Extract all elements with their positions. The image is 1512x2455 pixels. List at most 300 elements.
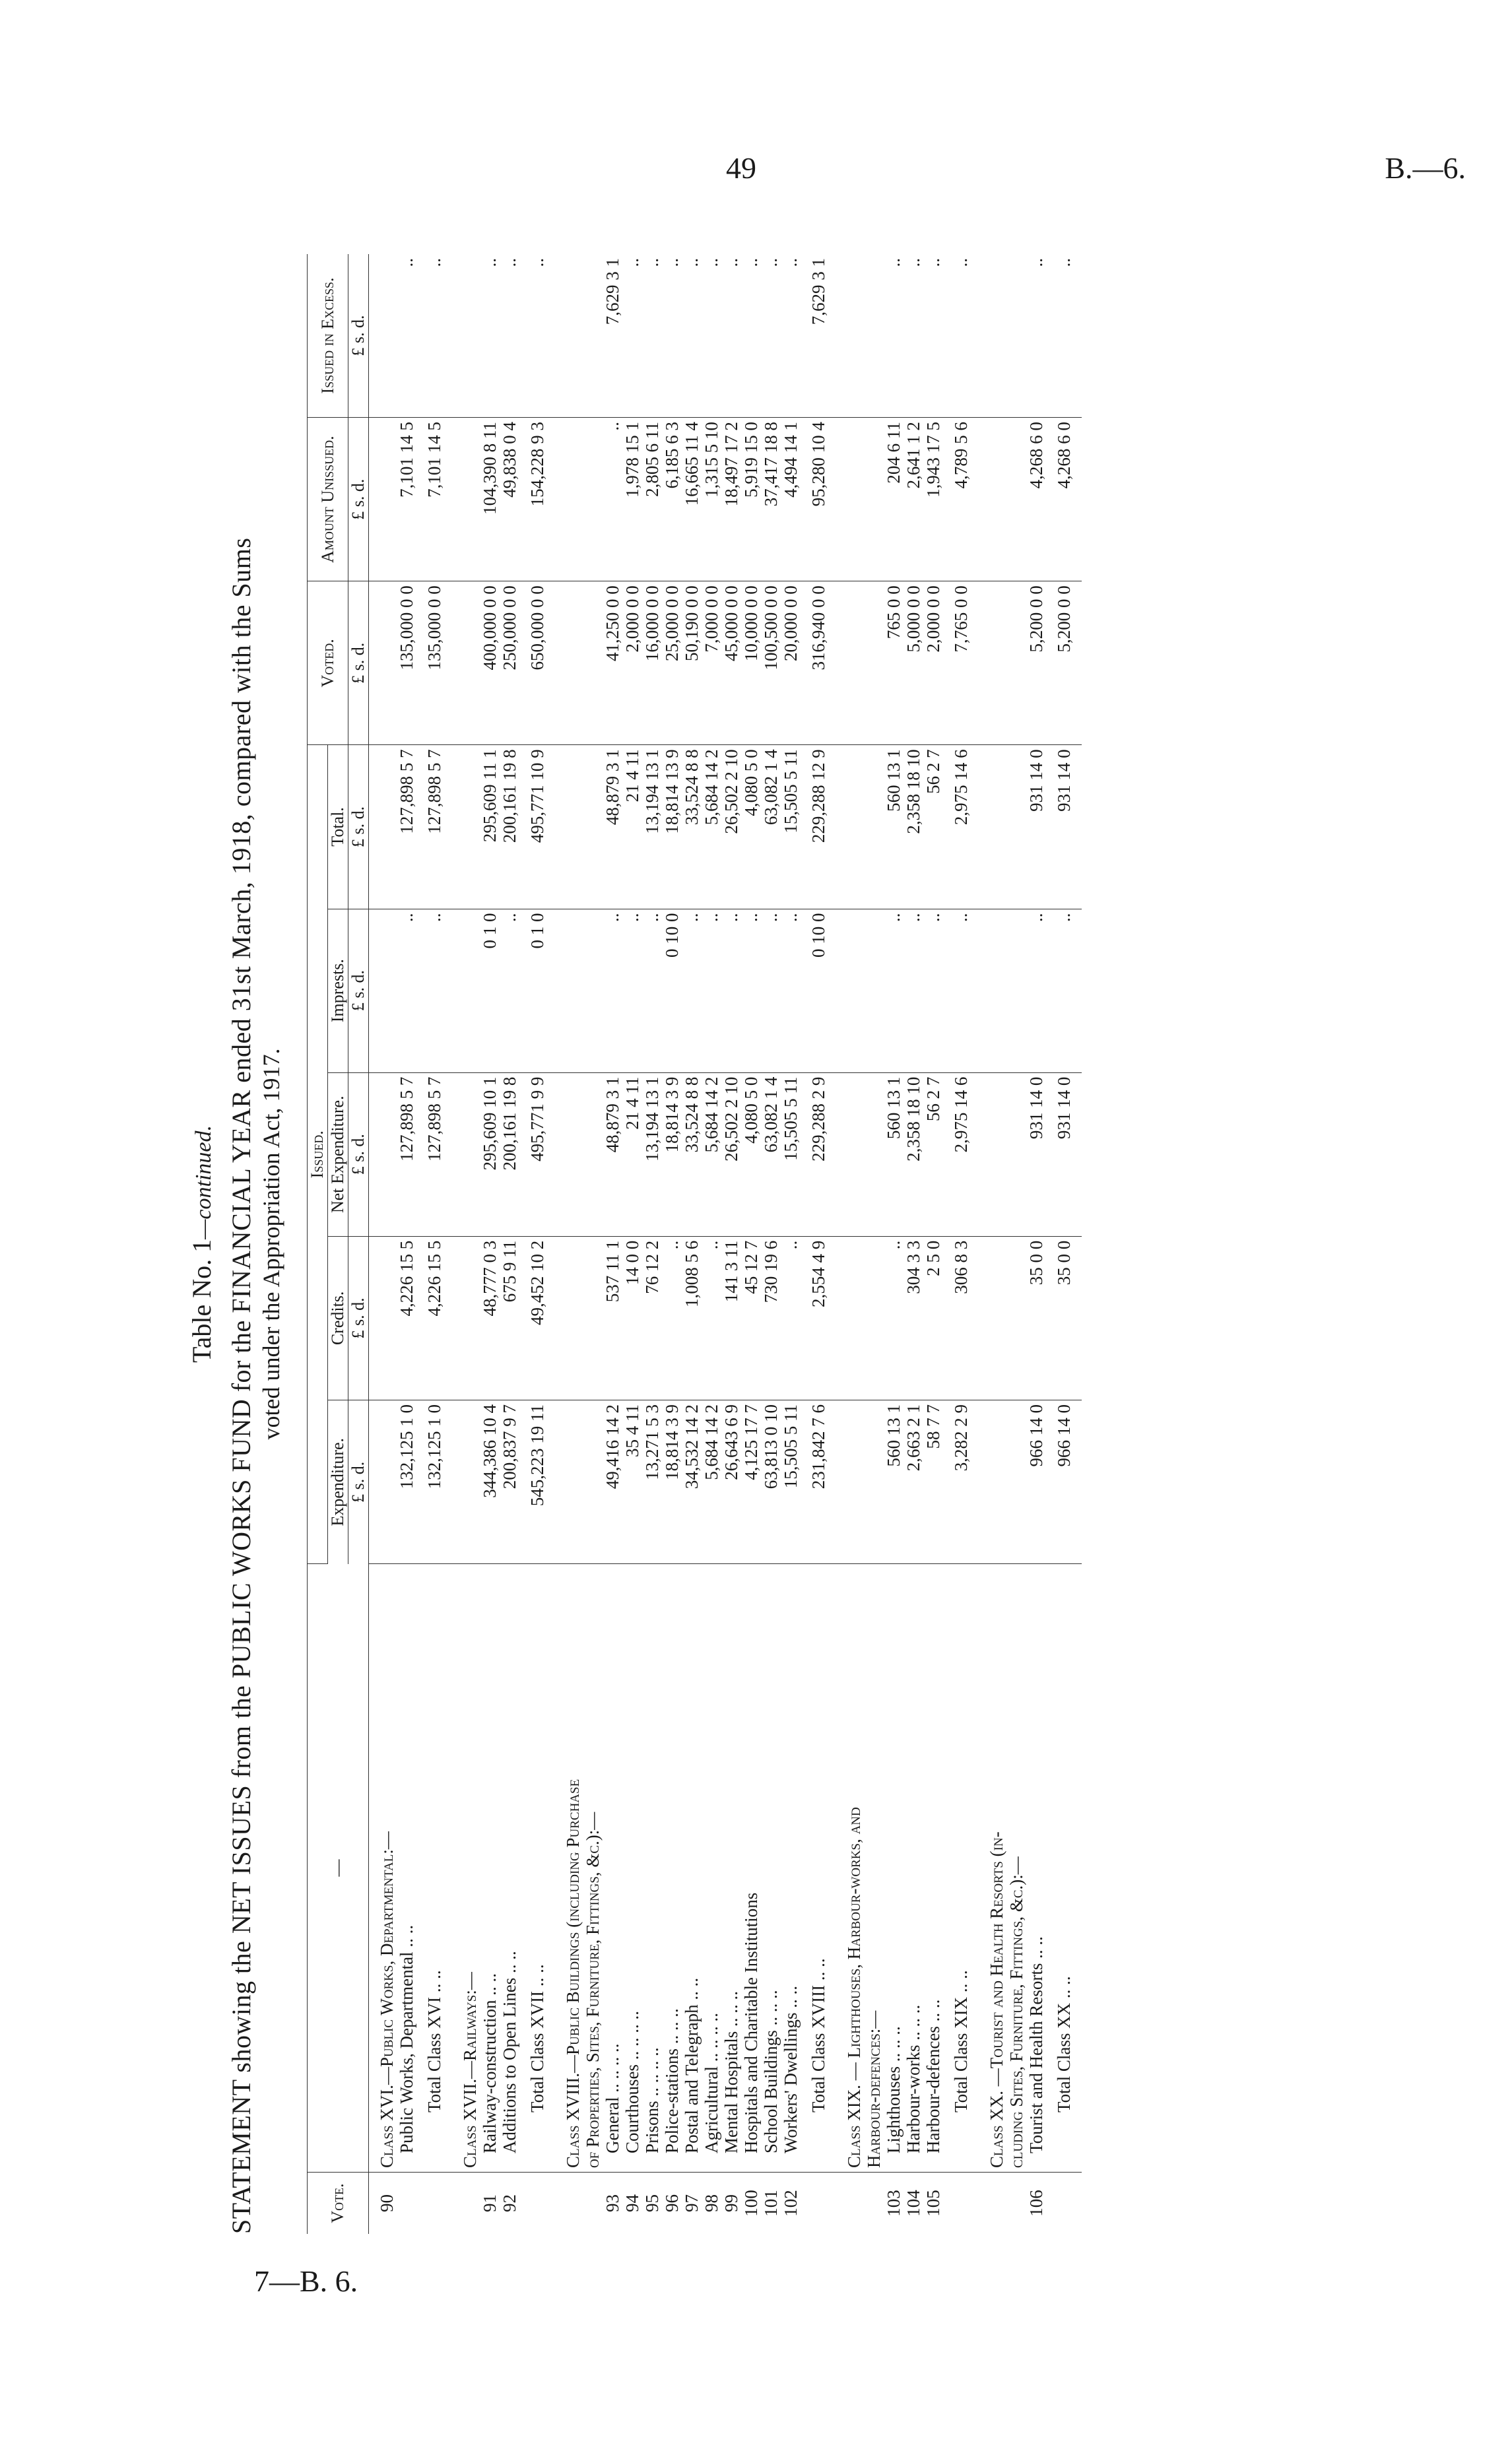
cell-cred (583, 1236, 603, 1400)
page-reference: B.—6. (1385, 151, 1466, 185)
table-row (702, 254, 721, 2234)
cell-exc: .. (480, 254, 500, 418)
table-number (186, 254, 217, 2234)
cell-tot: 56 2 7 (923, 745, 943, 909)
cell-unis: 49,838 0 4 (500, 418, 519, 581)
cell-unis: 4,789 5 6 (943, 418, 979, 581)
row-description: Workers' Dwellings .. .. (781, 1564, 801, 2173)
cell-net (369, 1072, 397, 1236)
cell-imp: .. (741, 909, 761, 1072)
row-description: Class XVII.—Railways:— (452, 1564, 480, 2173)
cell-exc (1006, 254, 1026, 418)
vote-number (583, 2172, 603, 2234)
cell-exc (836, 254, 864, 418)
cell-voted: 5,200 0 0 (1026, 581, 1046, 745)
table-row (904, 254, 923, 2234)
cell-voted (836, 581, 864, 745)
vote-number: 105 (923, 2190, 943, 2217)
cell-exp: 5,684 14 2 (702, 1400, 721, 1563)
cell-imp: .. (923, 909, 943, 1072)
table-row (622, 254, 642, 2234)
cell-exp: 132,125 1 0 (397, 1400, 416, 1563)
row-description: Agricultural .. .. .. .. (702, 1564, 721, 2173)
cell-net: 200,161 19 8 (500, 1072, 519, 1236)
cell-tot: 200,161 19 8 (500, 745, 519, 909)
cell-exc (452, 254, 480, 418)
cell-tot (369, 745, 397, 909)
cell-net: 15,505 5 11 (781, 1072, 801, 1236)
cell-exp: 15,505 5 11 (781, 1400, 801, 1563)
total-row (943, 254, 979, 2234)
cell-voted (369, 581, 397, 745)
cell-exc: .. (682, 254, 702, 418)
cell-imp: .. (761, 909, 781, 1072)
table-row (397, 254, 416, 2234)
cell-exp (583, 1400, 603, 1563)
cell-unis: 1,978 15 1 (622, 418, 642, 581)
cell-imp: .. (1046, 909, 1082, 1072)
row-description: School Buildings .. .. .. (761, 1564, 781, 2173)
cell-cred: 306 8 3 (943, 1236, 979, 1400)
table-row (642, 254, 662, 2234)
cell-exp: 13,271 5 3 (642, 1400, 662, 1563)
row-description: Prisons .. .. .. .. (642, 1564, 662, 2173)
cell-cred (369, 1236, 397, 1400)
vote-number (416, 2172, 452, 2234)
cell-exc: .. (721, 254, 741, 418)
cell-unis: 1,943 17 5 (923, 418, 943, 581)
cell-voted: 135,000 0 0 (416, 581, 452, 745)
cell-net (452, 1072, 480, 1236)
cell-unis (583, 418, 603, 581)
table-row (480, 254, 500, 2234)
table-row (721, 254, 741, 2234)
cell-unis (369, 418, 397, 581)
units: £ s. d. (348, 1072, 369, 1236)
cell-cred: 35 0 0 (1046, 1236, 1082, 1400)
cell-unis (864, 418, 884, 581)
units: £ s. d. (348, 909, 369, 1072)
cell-exc: .. (761, 254, 781, 418)
cell-exc: .. (416, 254, 452, 418)
cell-voted: 41,250 0 0 (603, 581, 622, 745)
row-description: Harbour-works .. .. .. (904, 1564, 923, 2173)
class-heading-row (979, 254, 1006, 2234)
cell-tot: 127,898 5 7 (416, 745, 452, 909)
col-issued-in-excess: Issued in Excess. (308, 254, 348, 418)
row-description: of Properties, Sites, Furniture, Fittings, &c.):— (583, 1564, 603, 2173)
cell-tot (452, 745, 480, 909)
total-row (519, 254, 555, 2234)
class-heading-row (555, 254, 583, 2234)
units: £ s. d. (348, 745, 369, 909)
cell-voted: 250,000 0 0 (500, 581, 519, 745)
cell-cred: .. (781, 1236, 801, 1400)
cell-exc: .. (923, 254, 943, 418)
vote-number (979, 2172, 1006, 2234)
col-description: — (308, 1564, 369, 2173)
cell-voted: 50,190 0 0 (682, 581, 702, 745)
cell-cred: .. (662, 1236, 682, 1400)
cell-net: 2,975 14 6 (943, 1072, 979, 1236)
cell-exc: .. (943, 254, 979, 418)
cell-cred: 48,777 0 3 (480, 1236, 500, 1400)
row-description: Class XX. —Tourist and Health Resorts (in- (979, 1564, 1006, 2173)
cell-exp: 560 13 1 (884, 1400, 904, 1563)
cell-net: 229,288 2 9 (801, 1072, 836, 1236)
row-description: Total Class XIX .. .. (943, 1564, 979, 2173)
vote-number: 97 (682, 2194, 702, 2212)
cell-exp: 545,223 19 11 (519, 1400, 555, 1563)
cell-exc: .. (741, 254, 761, 418)
row-description: Lighthouses .. .. .. (884, 1564, 904, 2173)
cell-imp: .. (904, 909, 923, 1072)
class-heading-row (452, 254, 480, 2234)
cell-cred (452, 1236, 480, 1400)
cell-exp (979, 1400, 1006, 1563)
cell-unis: 4,268 6 0 (1026, 418, 1046, 581)
cell-imp (452, 909, 480, 1072)
cell-net: 13,194 13 1 (642, 1072, 662, 1236)
cell-tot: 931 14 0 (1026, 745, 1046, 909)
cell-exp: 3,282 2 9 (943, 1400, 979, 1563)
cell-imp: 0 10 0 (662, 909, 682, 1072)
col-amount-unissued: Amount Unissued. (308, 418, 348, 581)
class-heading-row (864, 254, 884, 2234)
cell-exp: 966 14 0 (1046, 1400, 1082, 1563)
col-total: Total. (328, 745, 348, 909)
cell-cred: 537 11 1 (603, 1236, 622, 1400)
vote-number: 99 (721, 2194, 741, 2212)
class-heading-row (369, 254, 397, 2234)
vote-number: 98 (702, 2194, 721, 2212)
cell-tot: 127,898 5 7 (397, 745, 416, 909)
page-footer: 7—B. 6. (254, 2264, 358, 2298)
row-description: Harbour-defences .. .. (923, 1564, 943, 2173)
cell-exc (555, 254, 583, 418)
cell-imp: .. (397, 909, 416, 1072)
row-description: Tourist and Health Resorts .. .. (1026, 1564, 1046, 2173)
vote-number: 103 (884, 2190, 904, 2217)
cell-voted (864, 581, 884, 745)
cell-voted: 2,000 0 0 (923, 581, 943, 745)
vote-number (801, 2172, 836, 2234)
cell-exp: 200,837 9 7 (500, 1400, 519, 1563)
vote-number: 93 (603, 2194, 622, 2212)
vote-number (452, 2172, 480, 2234)
cell-net (836, 1072, 864, 1236)
cell-cred (1006, 1236, 1026, 1400)
cell-exc (979, 254, 1006, 418)
cell-exp: 4,125 17 7 (741, 1400, 761, 1563)
cell-cred: 49,452 10 2 (519, 1236, 555, 1400)
table-row (1026, 254, 1046, 2234)
cell-cred: 675 9 11 (500, 1236, 519, 1400)
row-description: Mental Hospitals .. .. .. (721, 1564, 741, 2173)
col-issued: Issued. (308, 745, 328, 1564)
cell-exc: .. (781, 254, 801, 418)
cell-tot: 229,288 12 9 (801, 745, 836, 909)
cell-net: 2,358 18 10 (904, 1072, 923, 1236)
col-voted: Voted. (308, 581, 348, 745)
cell-exp (864, 1400, 884, 1563)
cell-exc: .. (1026, 254, 1046, 418)
units: £ s. d. (348, 1400, 369, 1563)
cell-cred (864, 1236, 884, 1400)
cell-imp (864, 909, 884, 1072)
cell-voted: 16,000 0 0 (642, 581, 662, 745)
cell-exc: .. (702, 254, 721, 418)
cell-cred: 4,226 15 5 (416, 1236, 452, 1400)
cell-imp: .. (642, 909, 662, 1072)
row-description: Courthouses .. .. .. .. (622, 1564, 642, 2173)
cell-net: 127,898 5 7 (416, 1072, 452, 1236)
cell-tot (1006, 745, 1026, 909)
vote-number: 92 (500, 2194, 519, 2212)
vote-number (864, 2172, 884, 2234)
cell-voted (452, 581, 480, 745)
cell-tot: 13,194 13 1 (642, 745, 662, 909)
class-heading-row (1006, 254, 1026, 2234)
cell-tot: 21 4 11 (622, 745, 642, 909)
cell-net (979, 1072, 1006, 1236)
cell-exp: 63,813 0 10 (761, 1400, 781, 1563)
cell-tot: 26,502 2 10 (721, 745, 741, 909)
row-description: Railway-construction .. .. (480, 1564, 500, 2173)
cell-tot (836, 745, 864, 909)
cell-net (1006, 1072, 1026, 1236)
cell-voted: 5,200 0 0 (1046, 581, 1082, 745)
cell-imp (836, 909, 864, 1072)
cell-unis: 95,280 10 4 (801, 418, 836, 581)
cell-voted: 765 0 0 (884, 581, 904, 745)
row-description: Public Works, Departmental .. .. (397, 1564, 416, 2173)
cell-net: 33,524 8 8 (682, 1072, 702, 1236)
cell-cred: 304 3 3 (904, 1236, 923, 1400)
cell-tot (555, 745, 583, 909)
cell-unis (555, 418, 583, 581)
cell-tot: 5,684 14 2 (702, 745, 721, 909)
cell-voted: 7,765 0 0 (943, 581, 979, 745)
table-row (741, 254, 761, 2234)
cell-exc: .. (519, 254, 555, 418)
cell-voted: 316,940 0 0 (801, 581, 836, 745)
vote-number: 106 (1026, 2190, 1046, 2217)
cell-tot: 48,879 3 1 (603, 745, 622, 909)
cell-net: 931 14 0 (1026, 1072, 1046, 1236)
table-row (923, 254, 943, 2234)
cell-net: 26,502 2 10 (721, 1072, 741, 1236)
table-row (500, 254, 519, 2234)
cell-imp: .. (884, 909, 904, 1072)
cell-exc: 7,629 3 1 (801, 254, 836, 418)
cell-imp: .. (500, 909, 519, 1072)
cell-exp: 344,386 10 4 (480, 1400, 500, 1563)
cell-exc: .. (397, 254, 416, 418)
cell-unis: 104,390 8 11 (480, 418, 500, 581)
col-expenditure: Expenditure. (328, 1400, 348, 1563)
vote-number: 101 (761, 2190, 781, 2217)
total-row (1046, 254, 1082, 2234)
table-row (662, 254, 682, 2234)
cell-imp: .. (702, 909, 721, 1072)
cell-exp: 132,125 1 0 (416, 1400, 452, 1563)
table-row (761, 254, 781, 2234)
vote-number (519, 2172, 555, 2234)
cell-exp (452, 1400, 480, 1563)
cell-net: 63,082 1 4 (761, 1072, 781, 1236)
units: £ s. d. (348, 418, 369, 581)
cell-voted: 10,000 0 0 (741, 581, 761, 745)
table-number-label: Table No. 1 (187, 1239, 216, 1363)
cell-unis (979, 418, 1006, 581)
row-description: General .. .. .. .. (603, 1564, 622, 2173)
vote-number: 91 (480, 2194, 500, 2212)
cell-unis (1006, 418, 1026, 581)
cell-net: 560 13 1 (884, 1072, 904, 1236)
cell-cred: 141 3 11 (721, 1236, 741, 1400)
cell-cred: 730 19 6 (761, 1236, 781, 1400)
cell-exc (369, 254, 397, 418)
cell-tot: 2,975 14 6 (943, 745, 979, 909)
cell-voted: 5,000 0 0 (904, 581, 923, 745)
cell-exc: 7,629 3 1 (603, 254, 622, 418)
cell-unis: 4,268 6 0 (1046, 418, 1082, 581)
cell-imp: .. (682, 909, 702, 1072)
cell-imp (1006, 909, 1026, 1072)
class-heading-row (583, 254, 603, 2234)
row-description: Police-stations .. .. .. (662, 1564, 682, 2173)
cell-unis: .. (603, 418, 622, 581)
cell-net: 4,080 5 0 (741, 1072, 761, 1236)
cell-imp: .. (416, 909, 452, 1072)
vote-number: 104 (904, 2190, 923, 2217)
row-description: Postal and Telegraph .. .. (682, 1564, 702, 2173)
cell-cred: 45 12 7 (741, 1236, 761, 1400)
cell-tot: 495,771 10 9 (519, 745, 555, 909)
cell-unis: 1,315 5 10 (702, 418, 721, 581)
cell-tot: 560 13 1 (884, 745, 904, 909)
units: £ s. d. (348, 254, 369, 418)
cell-cred: 76 12 2 (642, 1236, 662, 1400)
cell-voted: 7,000 0 0 (702, 581, 721, 745)
row-description: Total Class XX .. .. (1046, 1564, 1082, 2173)
cell-net: 295,609 10 1 (480, 1072, 500, 1236)
col-vote: Vote. (308, 2172, 369, 2234)
cell-unis: 7,101 14 5 (416, 418, 452, 581)
cell-unis: 7,101 14 5 (397, 418, 416, 581)
table-row (884, 254, 904, 2234)
cell-imp: .. (781, 909, 801, 1072)
cell-exc: .. (622, 254, 642, 418)
cell-voted (583, 581, 603, 745)
cell-cred: 2 5 0 (923, 1236, 943, 1400)
cell-tot (864, 745, 884, 909)
vote-number (1046, 2172, 1082, 2234)
cell-tot: 33,524 8 8 (682, 745, 702, 909)
vote-number (1006, 2172, 1026, 2234)
col-net-expenditure: Net Expenditure. (328, 1072, 348, 1236)
cell-unis: 6,185 6 3 (662, 418, 682, 581)
cell-exc: .. (1046, 254, 1082, 418)
cell-unis: 4,494 14 1 (781, 418, 801, 581)
row-description: Total Class XVI .. .. (416, 1564, 452, 2173)
cell-exp: 18,814 3 9 (662, 1400, 682, 1563)
cell-voted: 25,000 0 0 (662, 581, 682, 745)
statement-title: STATEMENT showing the NET ISSUES from the PUBLIC WORKS FUND for the FINANCIAL YEAR ended 31st March, 1918, compared with the Sums (226, 537, 256, 2234)
col-imprests: Imprests. (328, 909, 348, 1072)
cell-tot: 4,080 5 0 (741, 745, 761, 909)
cell-net: 5,684 14 2 (702, 1072, 721, 1236)
cell-net (864, 1072, 884, 1236)
cell-voted: 20,000 0 0 (781, 581, 801, 745)
cell-cred: .. (884, 1236, 904, 1400)
row-description: Class XIX. — Lighthouses, Harbour-works, and (836, 1564, 864, 2173)
cell-imp: .. (603, 909, 622, 1072)
cell-unis: 16,665 11 4 (682, 418, 702, 581)
cell-exp: 49,416 14 2 (603, 1400, 622, 1563)
cell-tot: 931 14 0 (1046, 745, 1082, 909)
cell-imp (979, 909, 1006, 1072)
cell-voted (555, 581, 583, 745)
cell-exp (369, 1400, 397, 1563)
cell-imp: .. (943, 909, 979, 1072)
cell-cred: 14 0 0 (622, 1236, 642, 1400)
cell-unis: 5,919 15 0 (741, 418, 761, 581)
cell-exp (836, 1400, 864, 1563)
cell-exc: .. (500, 254, 519, 418)
cell-unis (836, 418, 864, 581)
vote-number: 100 (741, 2190, 761, 2217)
cell-exc: .. (904, 254, 923, 418)
cell-imp: .. (1026, 909, 1046, 1072)
cell-unis: 18,497 17 2 (721, 418, 741, 581)
row-description: Class XVIII.—Public Buildings (including Purchase (555, 1564, 583, 2173)
vote-number (836, 2172, 864, 2234)
cell-voted: 135,000 0 0 (397, 581, 416, 745)
cell-exp: 2,663 2 1 (904, 1400, 923, 1563)
vote-number: 95 (642, 2194, 662, 2212)
row-description: Class XVI.—Public Works, Departmental:— (369, 1564, 397, 2173)
cell-cred (979, 1236, 1006, 1400)
row-description: Total Class XVII .. .. (519, 1564, 555, 2173)
cell-net (583, 1072, 603, 1236)
cell-cred: 4,226 15 5 (397, 1236, 416, 1400)
cell-unis: 2,641 1 2 (904, 418, 923, 581)
cell-voted: 2,000 0 0 (622, 581, 642, 745)
cell-imp: .. (622, 909, 642, 1072)
rotated-table-block (187, 254, 1313, 2234)
issues-table (307, 254, 1082, 2234)
cell-tot (583, 745, 603, 909)
vote-number: 102 (781, 2190, 801, 2217)
cell-exp: 26,643 6 9 (721, 1400, 741, 1563)
cell-imp: 0 10 0 (801, 909, 836, 1072)
units: £ s. d. (348, 581, 369, 745)
cell-exc: .. (642, 254, 662, 418)
cell-tot (979, 745, 1006, 909)
vote-number: 94 (622, 2194, 642, 2212)
cell-unis: 37,417 18 8 (761, 418, 781, 581)
cell-exp: 35 4 11 (622, 1400, 642, 1563)
cell-tot: 295,609 11 1 (480, 745, 500, 909)
cell-voted (1006, 581, 1026, 745)
cell-exp (555, 1400, 583, 1563)
cell-voted: 650,000 0 0 (519, 581, 555, 745)
cell-tot: 15,505 5 11 (781, 745, 801, 909)
cell-voted: 400,000 0 0 (480, 581, 500, 745)
cell-net: 21 4 11 (622, 1072, 642, 1236)
